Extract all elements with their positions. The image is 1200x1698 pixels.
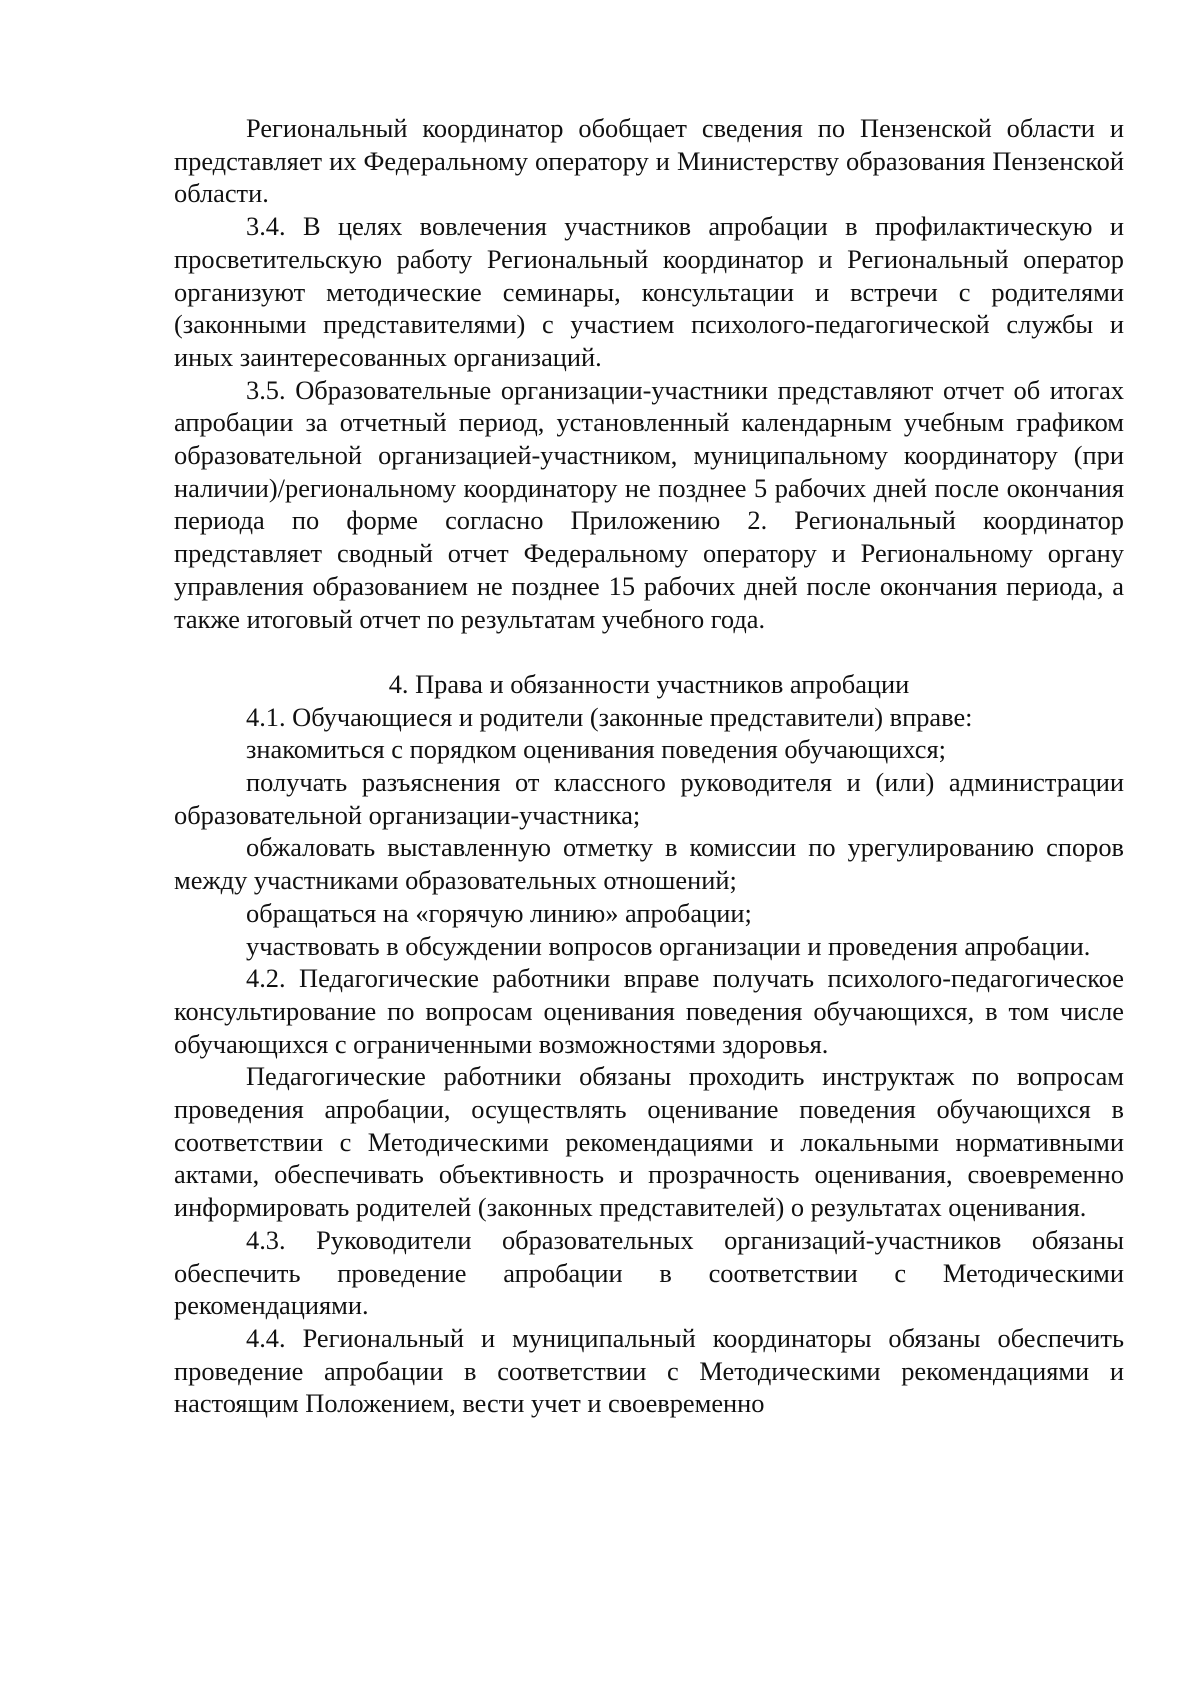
paragraph-teachers-obligations: Педагогические работники обязаны проходить инструктаж по вопросам проведения апробации, осуществлять оценивание поведения обучающихся в соответствии с Методическими рекомендациями и локальными нормативными актами, обеспечивать объективность и прозрачность оценивания, своевременно информировать родителей (законных представителей) о результатах оценивания. bbox=[174, 1061, 1124, 1223]
section-spacer bbox=[174, 635, 1124, 668]
paragraph-4-4: 4.4. Региональный и муниципальный координаторы обязаны обеспечить проведение апробации в соответствии с Методическими рекомендациями и настоящим Положением, вести учет и своевременно bbox=[174, 1323, 1124, 1419]
paragraph-3-4: 3.4. В целях вовлечения участников апробации в профилактическую и просветительскую работу Региональный координатор и Региональный оператор организуют методические семинары, консультации и встречи с родителями (законными представителями) с участием психолого-педагогической службы и иных заинтересованных организаций. bbox=[174, 211, 1124, 372]
paragraph-regional-coordinator-summary: Региональный координатор обобщает сведения по Пензенской области и представляет их Федеральному оператору и Министерству образования Пензенской области. bbox=[174, 113, 1124, 209]
list-item-right-appeal: обжаловать выставленную отметку в комиссии по урегулированию споров между участниками образовательных отношений; bbox=[174, 832, 1124, 896]
list-item-right-explanations: получать разъяснения от классного руководителя и (или) администрации образовательной организации-участника; bbox=[174, 767, 1124, 830]
paragraph-4-2: 4.2. Педагогические работники вправе получать психолого-педагогическое консультирование по вопросам оценивания поведения обучающихся, в том числе обучающихся с ограниченными возможностями здоровья. bbox=[174, 963, 1124, 1059]
list-item-right-hotline: обращаться на «горячую линию» апробации; bbox=[246, 897, 752, 928]
list-item-right-participate: участвовать в обсуждении вопросов организации и проведения апробации. bbox=[246, 930, 1091, 961]
paragraph-4-3: 4.3. Руководители образовательных организаций-участников обязаны обеспечить проведение апробации в соответствии с Методическими рекомендациями. bbox=[174, 1224, 1124, 1321]
paragraph-3-5: 3.5. Образовательные организации-участники представляют отчет об итогах апробации за отчетный период, установленный календарным учебным графиком образовательной организацией-участником, муниципальному координатору (при наличии)/региональному координатору не позднее 5 рабочих дней после окончания периода по форме согласно Приложению 2. Региональный координатор представляет сводный отчет Федеральному оператору и Региональному органу управления образованием не позднее 15 рабочих дней после окончания периода, а также итоговый отчет по результатам учебного года. bbox=[174, 374, 1124, 634]
list-item-right-familiarize: знакомиться с порядком оценивания поведения обучающихся; bbox=[246, 734, 946, 765]
section-heading-4: 4. Права и обязанности участников апробации bbox=[388, 668, 910, 699]
paragraph-4-1: 4.1. Обучающиеся и родители (законные представители) вправе: bbox=[246, 701, 973, 732]
document-page bbox=[174, 112, 1124, 1420]
